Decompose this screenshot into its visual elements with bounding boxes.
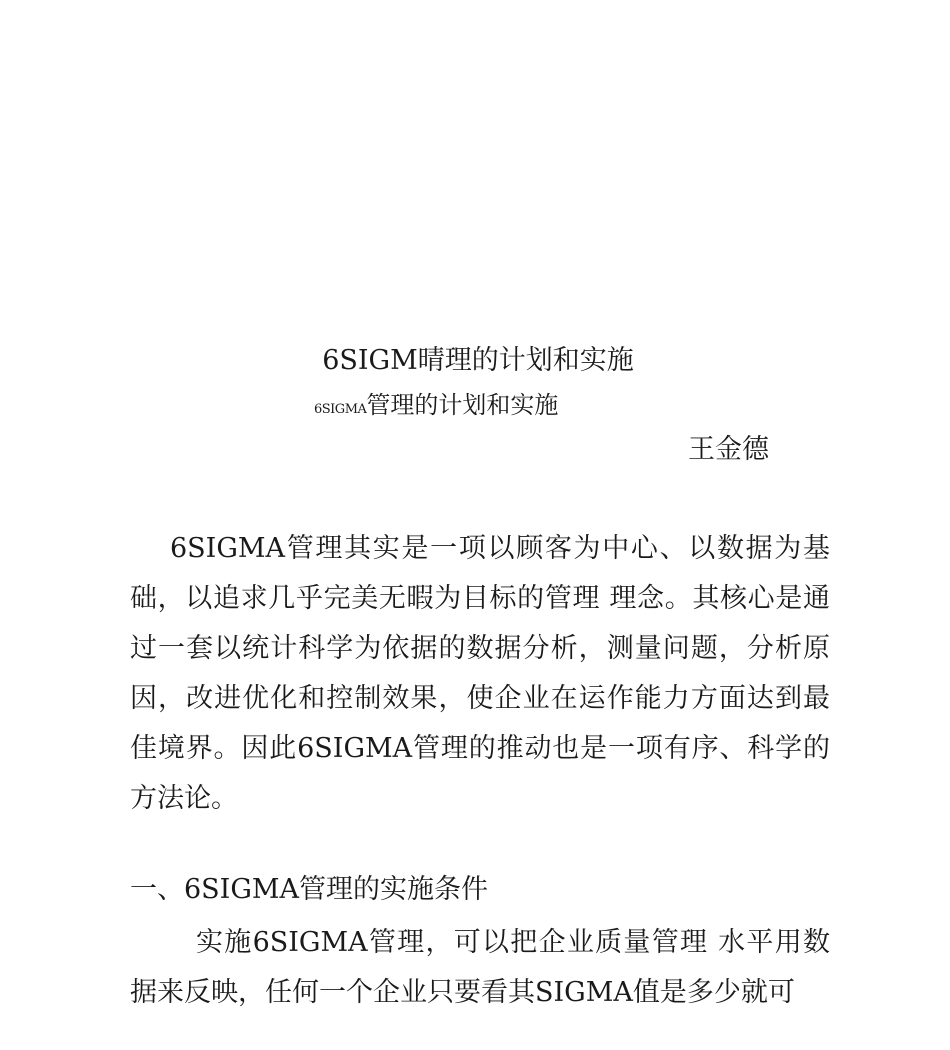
subtitle-prefix: 6SIGMA <box>314 402 367 417</box>
intro-paragraph: 6SIGMA管理其实是一项以顾客为中心、以数据为基础，以追求几乎完美无暇为目标的管理 理念。其核心是通过一套以统计科学为依据的数据分析，测量问题，分析原因，改进优化和控制效果，使企业在运作能力方面达到最佳境界。因此6SIGMA管理的推动也是一项有序、科学的方法论。 <box>130 533 830 814</box>
subtitle-rest: 管理的计划和实施 <box>366 391 559 419</box>
section-paragraph: 实施6SIGMA管理，可以把企业质量管理 水平用数据来反映，任何一个企业只要看其SIGMA值是多少就可 <box>130 927 830 1008</box>
author-name: 王金德 <box>688 434 769 465</box>
section-body <box>130 918 830 1018</box>
section-heading: 一、6SIGMA管理的实施条件 <box>130 874 489 905</box>
document-subtitle <box>314 390 558 425</box>
intro-section <box>130 524 830 824</box>
document-title: 6SIGM晴理的计划和实施 <box>322 345 634 376</box>
